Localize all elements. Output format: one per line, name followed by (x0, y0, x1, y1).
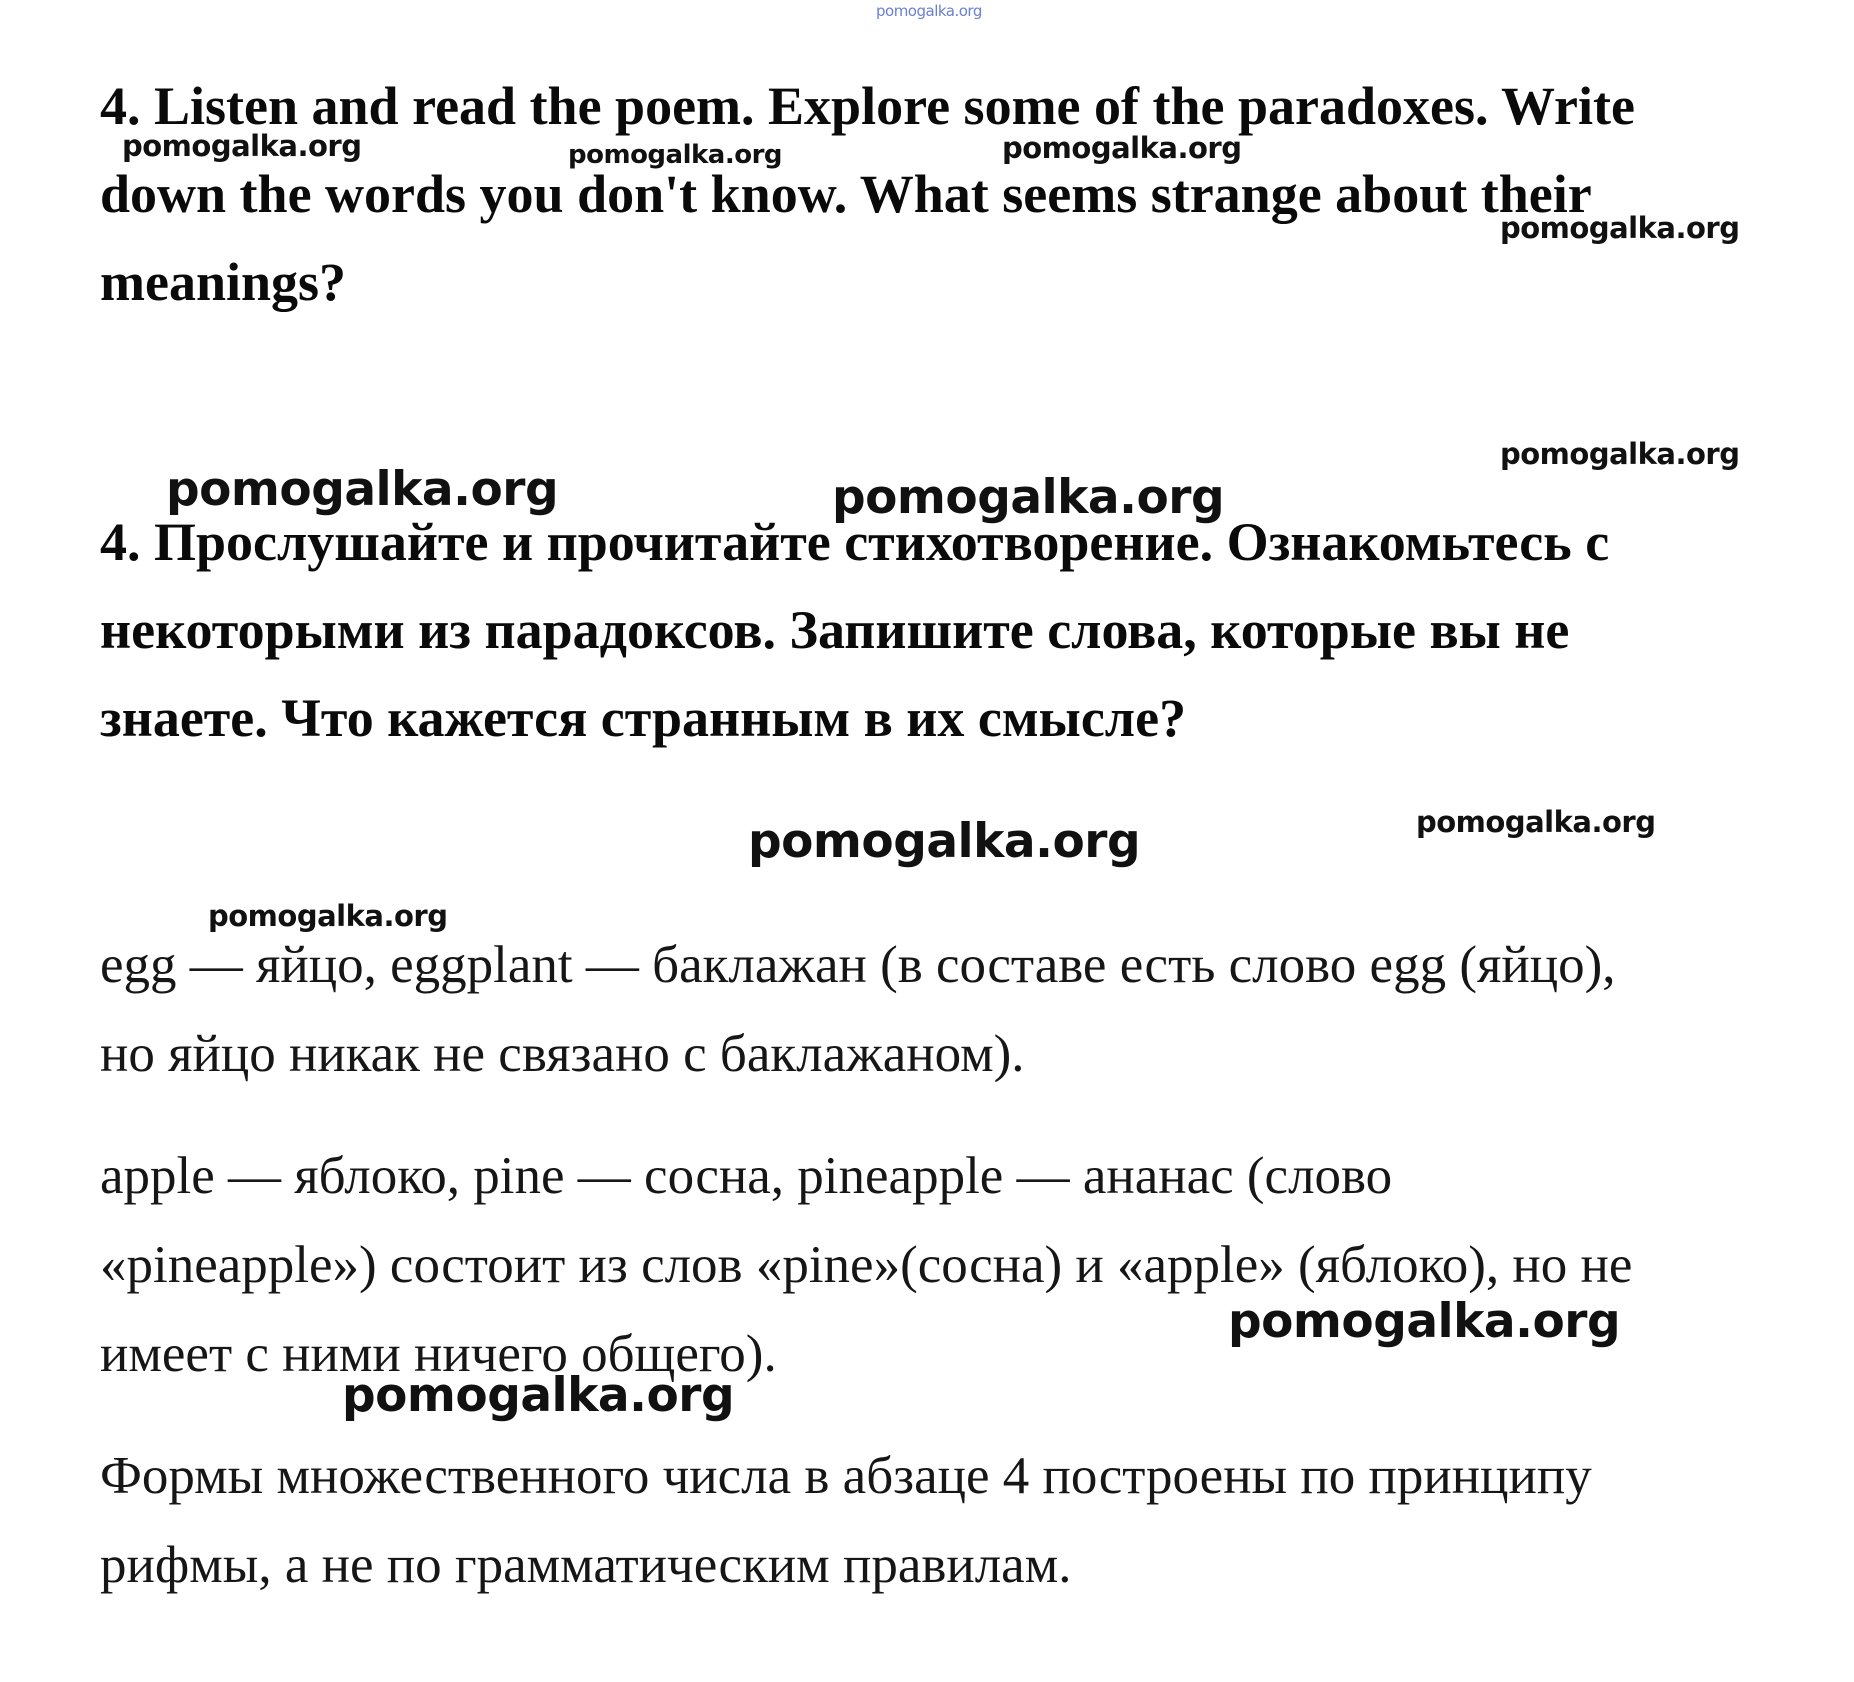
answer-line: но яйцо никак не связано с баклажаном). (100, 1025, 1025, 1083)
answer-line: apple — яблоко, pine — сосна, pineapple — ананас (слово (100, 1147, 1393, 1205)
task-heading-ru-line: знаете. Что кажется странным в их смысле? (100, 688, 1187, 748)
task-heading-en (100, 62, 1800, 326)
answer-line: имеет с ними ничего общего). (100, 1325, 777, 1383)
task-heading-en-line: meanings? (100, 252, 347, 312)
watermark: pomogalka.org (122, 129, 362, 163)
task-heading-en-line: down the words you don't know. What seems strange about their (100, 164, 1592, 224)
watermark: pomogalka.org (1002, 131, 1242, 165)
answer-line: «pineapple») состоит из слов «pine»(сосна) и «apple» (яблоко), но не (100, 1236, 1633, 1294)
watermark: pomogalka.org (1500, 211, 1740, 245)
answer-paragraph-plurals (100, 1432, 1820, 1610)
answer-paragraph-egg (100, 921, 1820, 1099)
answer-paragraph-pineapple (100, 1132, 1820, 1399)
watermark: pomogalka.org (1416, 805, 1656, 839)
task-heading-en-line: 4. Listen and read the poem. Explore some of the paradoxes. Write (100, 76, 1635, 136)
watermark: pomogalka.org (568, 140, 783, 170)
task-heading-ru-line: некоторыми из парадоксов. Запишите слова, которые вы не (100, 600, 1570, 660)
watermark: pomogalka.org (1228, 1294, 1621, 1349)
watermark: pomogalka.org (748, 814, 1141, 869)
watermark: pomogalka.org (1500, 437, 1740, 471)
answer-line: egg — яйцо, eggplant — баклажан (в составе есть слово egg (яйцо), (100, 936, 1616, 994)
task-heading-ru-line: 4. Прослушайте и прочитайте стихотворение. Ознакомьтесь с (100, 512, 1610, 572)
watermark: pomogalka.org (832, 470, 1225, 525)
header-watermark: pomogalka.org (876, 2, 982, 20)
answer-line: рифмы, а не по грамматическим правилам. (100, 1536, 1072, 1594)
watermark: pomogalka.org (208, 899, 448, 933)
answer-line: Формы множественного числа в абзаце 4 построены по принципу (100, 1447, 1592, 1505)
watermark: pomogalka.org (342, 1368, 735, 1423)
task-heading-ru (100, 498, 1800, 762)
watermark: pomogalka.org (166, 462, 559, 517)
